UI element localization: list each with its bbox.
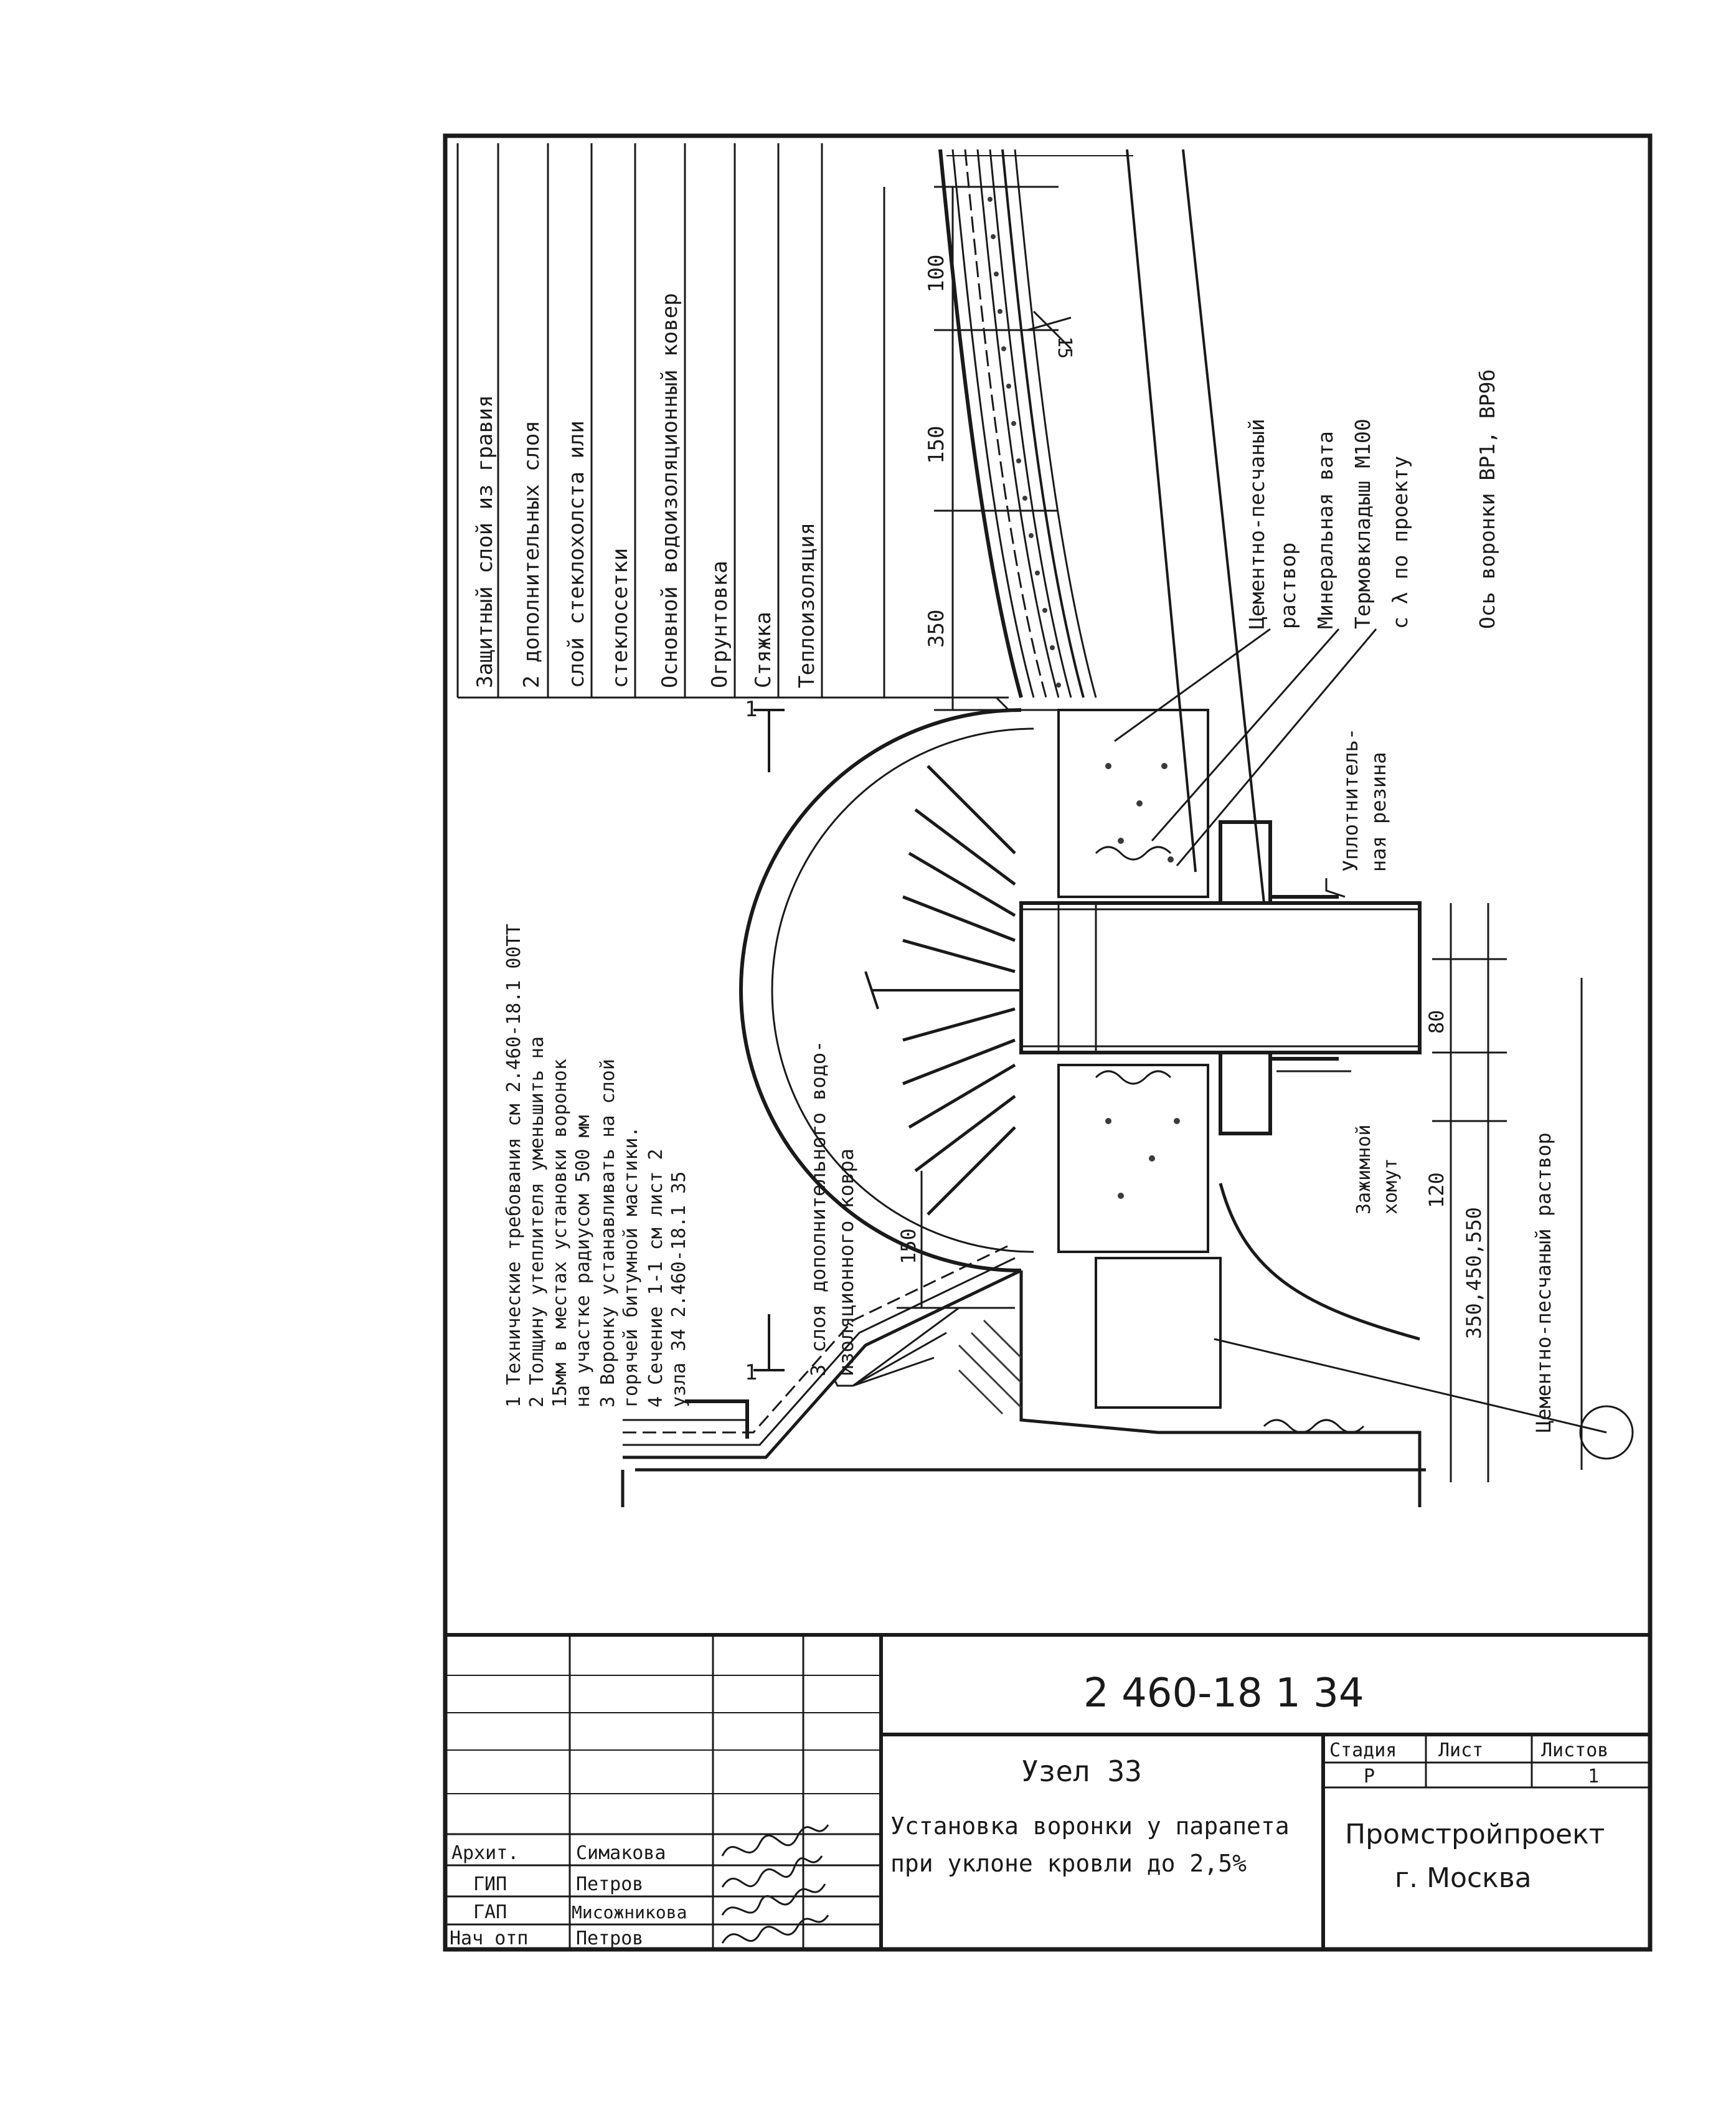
clamp-line-1: Зажимной	[1353, 1124, 1375, 1214]
layer-insulation: Теплоизоляция	[795, 522, 819, 688]
note-line-1: 1 Технические требования см 2.460-18.1 00ТТ	[503, 924, 525, 1408]
layer-gravel: Защитный слой из гравия	[473, 395, 498, 688]
layer-glass-1: слой стеклохолста или	[564, 420, 589, 688]
signature-name-4: Петров	[576, 1928, 644, 1949]
layer-glass-2: стеклосетки	[608, 547, 633, 688]
section-mark-upper-label: 1	[745, 697, 758, 722]
material-thermo: Термовкладыш М100	[1351, 419, 1375, 629]
dim-150-left-label: 150	[897, 1228, 920, 1264]
section-mark-lower	[753, 1314, 785, 1370]
material-wool: Минеральная вата	[1313, 431, 1337, 629]
wool-coils	[1096, 847, 1364, 1432]
signature-name-1: Симакова	[576, 1842, 666, 1864]
section-mark-lower-label: 1	[745, 1360, 758, 1385]
drain-pipe	[1021, 903, 1420, 1053]
material-mortar-2: раствор	[1276, 542, 1300, 629]
layer-extra: 2 дополнительных слоя	[519, 420, 544, 688]
signature-role-3: ГАП	[473, 1901, 507, 1923]
material-lambda: с λ по проекту	[1388, 455, 1412, 629]
organization-name: Промстройпроект	[1345, 1819, 1605, 1850]
insulation-blocks	[1059, 710, 1220, 1408]
top-dimensions	[934, 187, 1059, 710]
dim-100-label: 100	[924, 254, 949, 293]
clamp-callout	[1276, 1071, 1402, 1214]
dim-150-top-label: 150	[924, 425, 949, 464]
note-line-2: 2 Толщину утеплителя уменьшить на	[526, 1036, 548, 1408]
layer-main-carpet: Основной водоизоляционный ковер	[658, 293, 682, 688]
note-line-5: 3 Воронку устанавливать на слой	[597, 1059, 619, 1408]
description-line-1: Установка воронки у парапета	[890, 1812, 1290, 1840]
signature-role-1: Архит.	[451, 1842, 519, 1864]
stamp-header-sheet: Лист	[1438, 1739, 1484, 1761]
gasket-line-2: ная резина	[1367, 752, 1390, 872]
note-line-4: на участке радиусом 500 мм	[572, 1115, 594, 1408]
layer-screed: Стяжка	[751, 612, 776, 688]
stamp-value-sheets: 1	[1588, 1766, 1600, 1787]
description-line-2: при уклоне кровли до 2,5%	[890, 1850, 1247, 1877]
clamp-line-2: хомут	[1380, 1158, 1402, 1214]
drain-axis-label: Ось воронки ВР1, ВР9б	[1475, 369, 1499, 629]
note-line-3: 15мм в местах установки воронок	[549, 1059, 571, 1408]
sheet-frame	[445, 136, 1650, 1949]
signature-name-3: Мисожникова	[572, 1902, 687, 1923]
gasket-line-1: Уплотнитель-	[1339, 727, 1362, 872]
extra-layers-line-1: 3 слоя дополнительного водо-	[806, 1040, 830, 1376]
stamp-header-sheets: Листов	[1541, 1739, 1609, 1761]
layer-list-labels	[473, 293, 819, 688]
material-mortar-1: Цементно-песчаный	[1245, 419, 1269, 629]
drawing-code: 2 460-18 1 34	[1083, 1670, 1364, 1716]
extra-layers-line-2: изоляционного ковра	[834, 1148, 858, 1376]
node-title: Узел 33	[1021, 1754, 1142, 1788]
organization-city: г. Москва	[1395, 1862, 1532, 1894]
dim-15-label: 15	[1054, 336, 1075, 359]
clamp-flange	[1220, 822, 1339, 1133]
drain-dome	[741, 710, 1034, 1271]
insulation-dots	[1105, 763, 1180, 1199]
signature-role-4: Нач отп	[450, 1928, 529, 1949]
note-line-7: 4 Сечение 1-1 см лист 2	[645, 1148, 667, 1408]
dim-350-450-550-label: 350,450,550	[1462, 1207, 1486, 1339]
roof-layers-drawing	[940, 149, 1264, 903]
signature-role-2: ГИП	[473, 1873, 507, 1895]
layer-primer: Огрунтовка	[707, 561, 732, 688]
note-line-6: горячей битумной мастики.	[620, 1126, 642, 1408]
extra-layers-callout	[806, 1041, 959, 1386]
signature-name-2: Петров	[576, 1873, 644, 1895]
section-mark-upper	[753, 710, 785, 772]
dim-120-label: 120	[1425, 1172, 1448, 1208]
mortar-callout-label: Цементно-песчаный раствор	[1532, 1132, 1555, 1432]
gasket-callout	[1326, 728, 1390, 897]
dim-80-label: 80	[1425, 1010, 1448, 1034]
dim-350-label: 350	[924, 609, 949, 648]
stamp-value-stage: Р	[1364, 1766, 1375, 1787]
stamp-header-stage: Стадия	[1329, 1739, 1397, 1761]
notes-block	[503, 924, 690, 1408]
parapet-hatch	[959, 1320, 1021, 1414]
note-line-8: узла 34 2.460-18.1 35	[668, 1171, 690, 1408]
